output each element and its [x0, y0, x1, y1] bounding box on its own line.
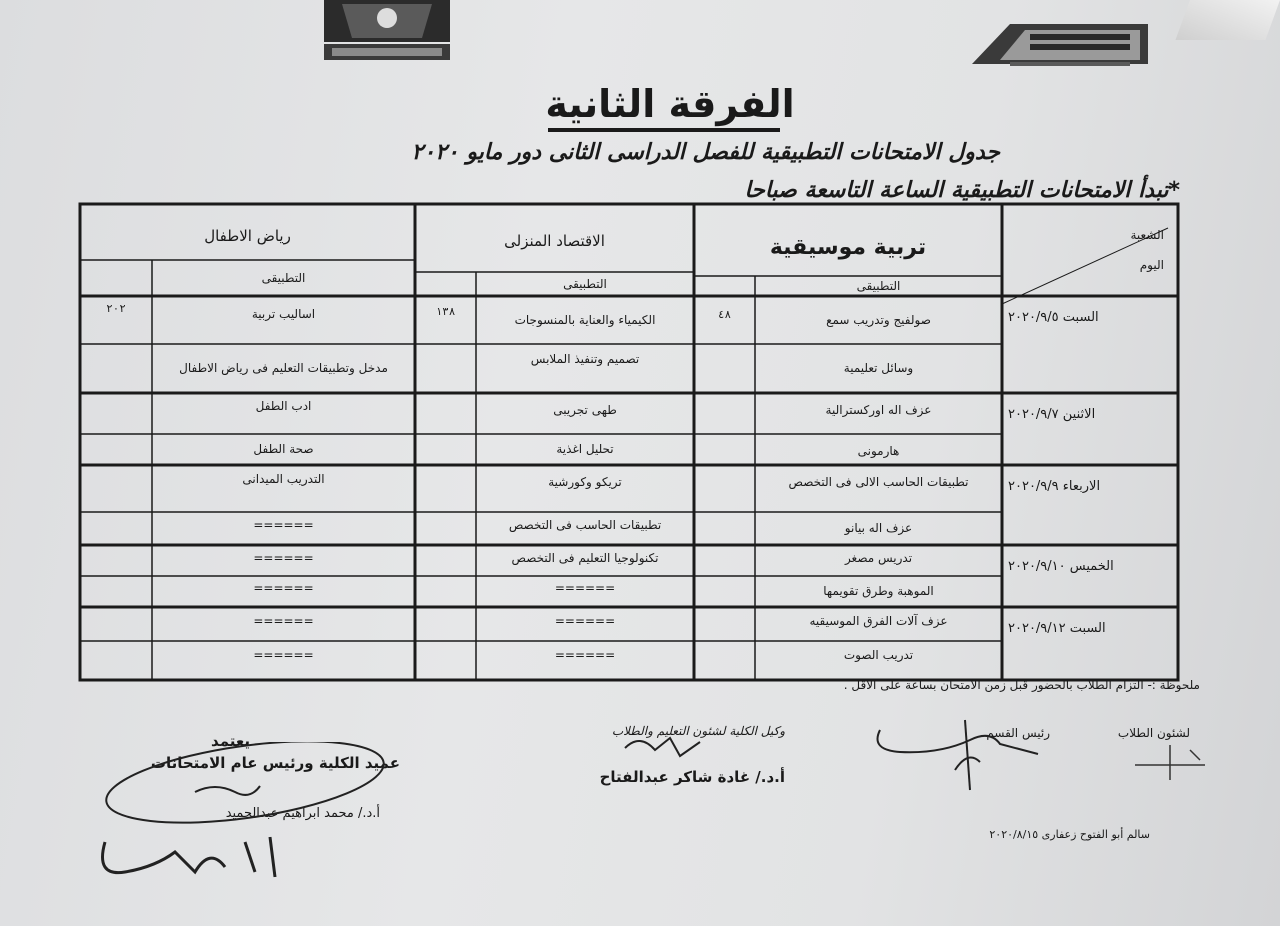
column-header-music: تربية موسيقية	[769, 234, 927, 260]
schedule-subtitle: جدول الامتحانات التطبيقية للفصل الدراسى الثانى دور مايو ٢٠٢٠	[411, 140, 1000, 165]
subheader-kindergarten: التطبيقى	[261, 270, 306, 285]
music-subject: عزف آلات الفرق الموسيقيه	[809, 613, 948, 628]
home-subject: طهى تجريبى	[553, 402, 617, 417]
home-subject: تطبيقات الحاسب فى التخصص	[508, 517, 662, 532]
dean-title: عميد الكلية ورئيس عام الامتحانات	[150, 754, 400, 772]
start-time-note: *تبدأ الامتحانات التطبيقية الساعة التاسعة صباحا	[744, 178, 1180, 203]
kids-subject: مدخل وتطبيقات التعليم فى رياض الاطفال	[179, 361, 388, 375]
home-subject: تكنولوجيا التعليم فى التخصص	[511, 550, 659, 565]
music-subject: وسائل تعليمية	[843, 361, 914, 375]
home-subject: الكيمياء والعناية بالمنسوجات	[514, 312, 656, 327]
day-label: السبت ٢٠٢٠/٩/٥	[1008, 310, 1099, 325]
subheader-home-economics: التطبيقى	[563, 276, 607, 291]
day-label: الخميس ٢٠٢٠/٩/١٠	[1008, 559, 1114, 574]
vice-dean-title: وكيل الكلية لشئون التعليم والطلاب	[611, 724, 785, 738]
home-subject: ======	[554, 580, 616, 595]
kids-subject: ادب الطفل	[255, 398, 312, 413]
music-subject: صولفيج وتدريب سمع	[826, 312, 931, 327]
kids-subject: ======	[253, 613, 314, 628]
approval-label: يعتمد	[211, 732, 250, 750]
music-subject: الموهبة وطرق تقويمها	[823, 584, 934, 598]
music-subject: عزف اله اوركسترالية	[825, 402, 932, 417]
home-subject: تحليل اغذية	[556, 442, 614, 456]
kids-code: ٢٠٢	[106, 301, 126, 315]
dean-name: أ.د./ محمد ابراهيم عبدالحميد	[225, 806, 380, 821]
department-head-signature	[860, 700, 1060, 795]
music-code: ٤٨	[717, 307, 732, 321]
kids-subject: ======	[253, 647, 314, 662]
kids-subject: ======	[253, 517, 314, 532]
home-subject: تريكو وكورشية	[548, 474, 622, 489]
home-subject: ======	[554, 613, 616, 628]
column-header-kindergarten: رياض الاطفال	[204, 226, 291, 245]
day-label: الاثنين ٢٠٢٠/٩/٧	[1008, 407, 1096, 422]
day-label: السبت ٢٠٢٠/٩/١٢	[1008, 621, 1106, 636]
vice-dean-signature	[620, 728, 710, 764]
corner-header-day: اليوم	[1139, 257, 1164, 272]
home-subject: تصميم وتنفيذ الملابس	[530, 351, 640, 366]
music-subject: هارمونى	[857, 444, 900, 458]
day-label: الاربعاء ٢٠٢٠/٩/٩	[1008, 479, 1101, 494]
music-subject: تطبيقات الحاسب الالى فى التخصص	[788, 474, 969, 489]
kids-subject: التدريب الميدانى	[242, 471, 325, 486]
kids-subject: ======	[253, 550, 314, 565]
kids-subject: صحة الطفل	[253, 442, 314, 456]
vice-dean-name: أ.د./ غادة شاكر عبدالفتاح	[599, 768, 785, 786]
subheader-music: التطبيقى	[856, 278, 901, 293]
corner-header-branch: الشعبة	[1130, 227, 1164, 242]
kids-subject: اساليب تربية	[251, 306, 316, 321]
music-subject: عزف اله بيانو	[844, 521, 913, 535]
home-code: ١٣٨	[435, 304, 456, 318]
student-affairs-label: لشئون الطلاب	[1117, 726, 1190, 740]
page-title: الفرقة الثانية	[545, 82, 795, 126]
attendance-note: ملحوظة :- التزام الطلاب بالحضور قبل زمن الامتحان بساعة على الاقل .	[843, 678, 1200, 692]
column-header-home-economics: الاقتصاد المنزلى	[504, 231, 605, 250]
music-subject: تدريب الصوت	[843, 647, 914, 662]
music-subject: تدريس مصغر	[844, 550, 913, 565]
department-head-label: رئيس القسم	[986, 726, 1050, 740]
preparer-note: سالم أبو الفتوح زعفارى ٢٠٢٠/٨/١٥	[989, 828, 1150, 841]
home-subject: ======	[554, 647, 616, 662]
dean-signature-circle	[95, 742, 415, 887]
kids-subject: ======	[253, 580, 314, 595]
student-affairs-signature	[1130, 735, 1210, 785]
